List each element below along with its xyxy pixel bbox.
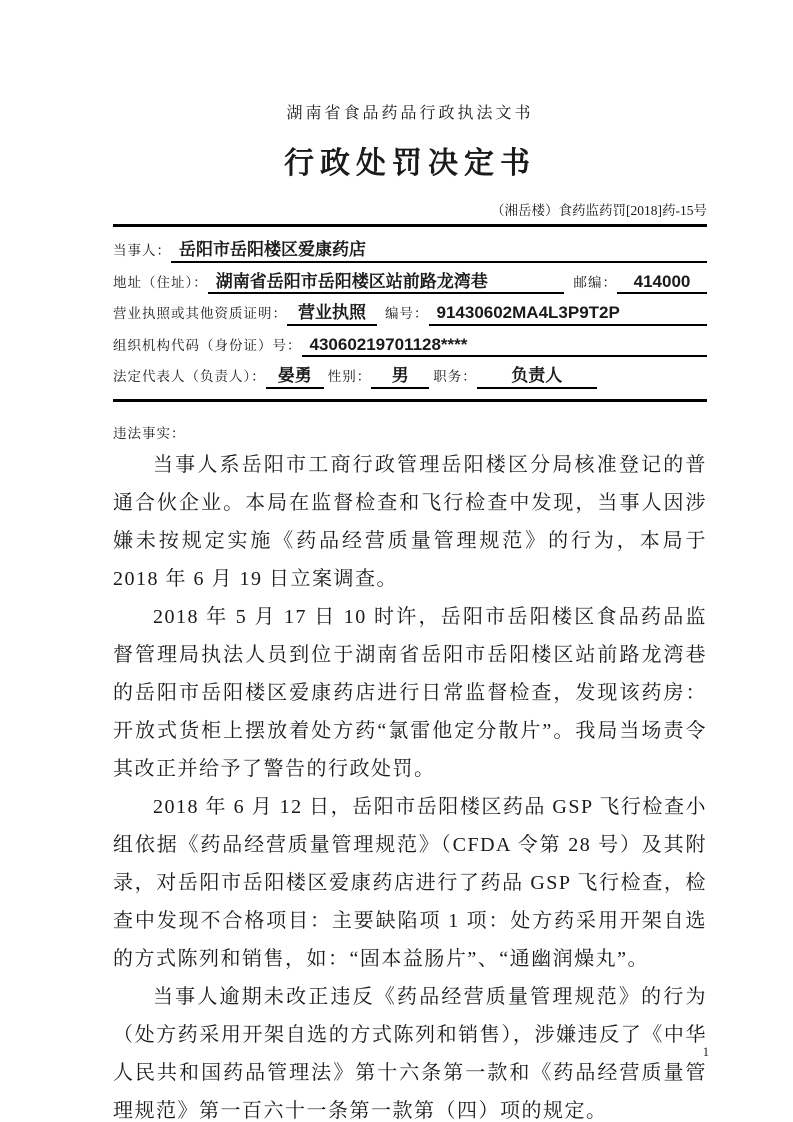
body-paragraph: 2018 年 5 月 17 日 10 时许，岳阳市岳阳楼区食品药品监督管理局执法人员到位于湖南省岳阳市岳阳楼区站前路龙湾巷的岳阳市岳阳楼区爱康药店进行日常监督检查，发现该药房：开放式货柜上摆放着处方药“氯雷他定分散片”。我局当场责令其改正并给予了警告的行政处罚。 <box>113 605 707 780</box>
document-number: （湘岳楼）食药监药罚[2018]药-15号 <box>491 203 707 218</box>
field-row-party <box>113 239 707 263</box>
document-title: 行政处罚决定书 <box>284 147 536 180</box>
body-paragraph: 当事人逾期未改正违反《药品经营质量管理规范》的行为（处方药采用开架自选的方式陈列和销售），涉嫌违反了《中华人民共和国药品管理法》第十六条第一款和《药品经营质量管理规范》第一百六十一条第一款第（四）项的规定。 <box>113 985 707 1122</box>
address-value: 湖南省岳阳市岳阳楼区站前路龙湾巷 <box>208 272 564 295</box>
org-code-value: 43060219701128**** <box>302 335 708 358</box>
license-label: 营业执照或其他资质证明： <box>113 306 287 322</box>
body-paragraph: 2018 年 6 月 12 日，岳阳市岳阳楼区药品 GSP 飞行检查小组依据《药品经营质量管理规范》（CFDA 令第 28 号）及其附录，对岳阳市岳阳楼区爱康药店进行了药品 GSP 飞行检查，检查中发现不合格项目：主要缺陷项 1 项：处方药采用开架自选的方式陈列和销售，如：“固本益肠片”、“通幽润燥丸”。 <box>113 795 707 970</box>
field-row-address <box>113 271 707 295</box>
party-label: 当事人： <box>113 243 171 258</box>
postcode-value: 414000 <box>617 272 707 295</box>
facts-section-label: 违法事实： <box>113 425 186 441</box>
legal-rep-value: 晏勇 <box>266 366 324 389</box>
field-row-legal-rep <box>113 365 707 389</box>
document-series-title: 湖南省食品药品行政执法文书 <box>286 105 534 122</box>
license-number-value: 91430602MA4L3P9T2P <box>429 303 708 326</box>
position-label: 职务： <box>433 369 477 385</box>
body-paragraph: 当事人系岳阳市工商行政管理岳阳楼区分局核准登记的普通合伙企业。本局在监督检查和飞行检查中发现，当事人因涉嫌未按规定实施《药品经营质量管理规范》的行为，本局于 2018 年 6 月 19 日立案调查。 <box>113 453 707 590</box>
fields-divider <box>113 399 707 402</box>
party-info-section <box>113 227 707 399</box>
field-row-org-code <box>113 334 707 358</box>
org-code-label: 组织机构代码（身份证）号： <box>113 337 302 353</box>
gender-value: 男 <box>371 366 429 389</box>
field-row-license <box>113 302 707 326</box>
license-value: 营业执照 <box>287 303 377 326</box>
legal-rep-label: 法定代表人（负责人）： <box>113 369 266 385</box>
position-value: 负责人 <box>477 366 597 389</box>
party-value: 岳阳市岳阳楼区爱康药店 <box>171 240 707 263</box>
gender-label: 性别： <box>327 369 372 385</box>
postcode-label: 邮编： <box>573 274 617 290</box>
address-label: 地址（住址）： <box>113 274 208 290</box>
license-number-label: 编号： <box>385 306 429 322</box>
page-number: 1 <box>702 1045 709 1059</box>
facts-body <box>113 446 707 1122</box>
